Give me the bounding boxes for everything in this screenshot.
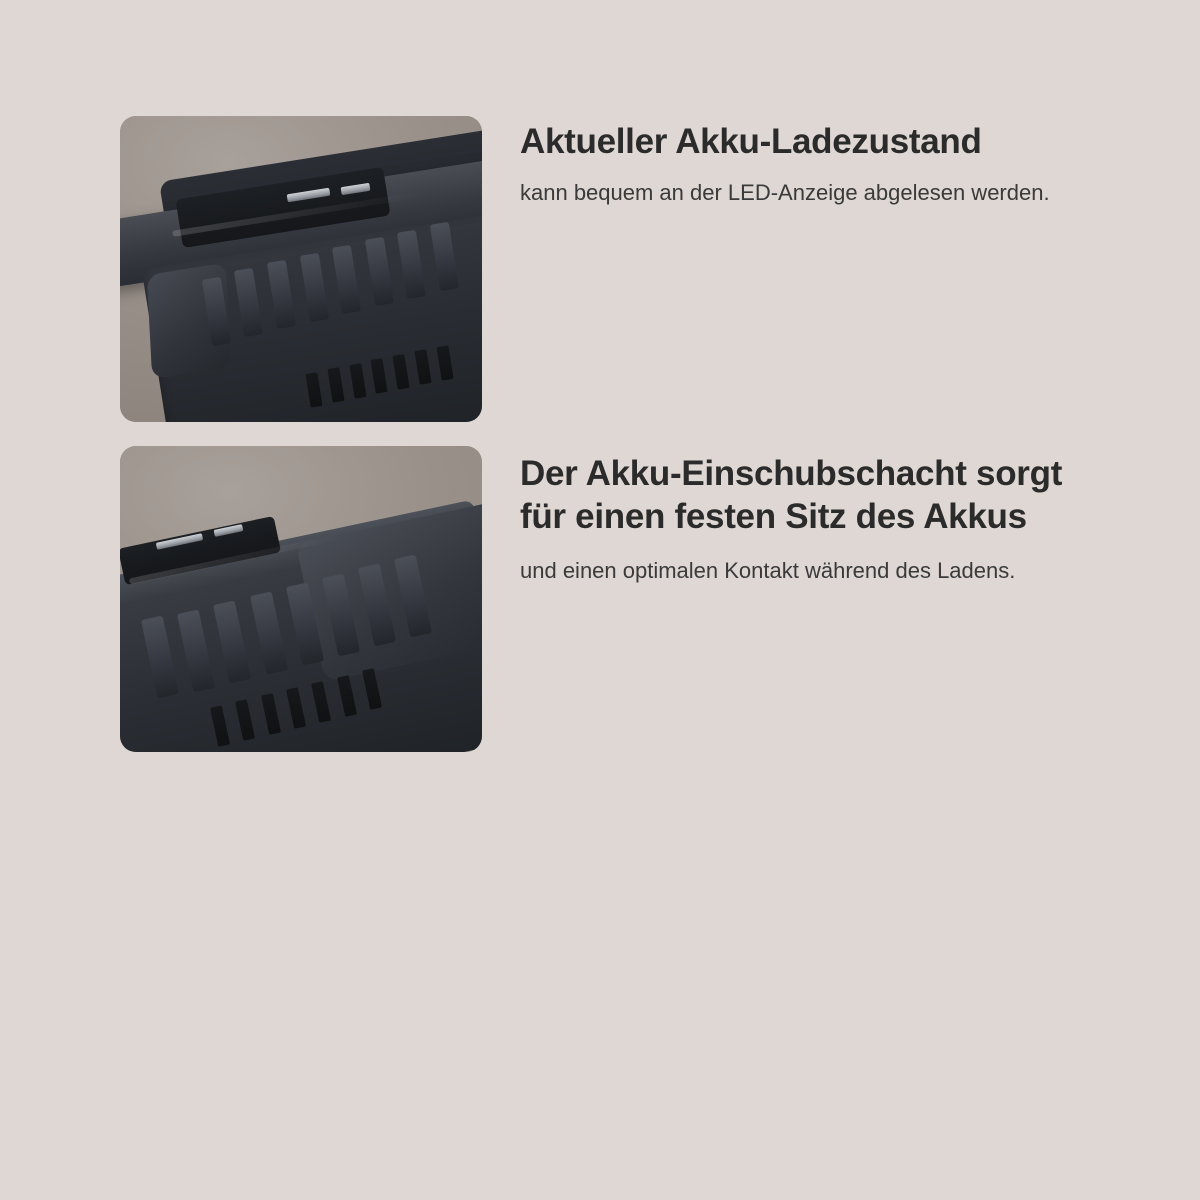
feature-text-1 (520, 116, 1050, 209)
feature-image-1 (120, 116, 482, 422)
feature-text-2 (520, 446, 1080, 587)
feature-body: kann bequem an der LED-Anzeige abgelesen werden. (520, 180, 1050, 206)
feature-body: und einen optimalen Kontakt während des Ladens. (520, 557, 1016, 583)
product-photo (120, 446, 482, 752)
feature-row (120, 116, 1050, 422)
feature-title: Aktueller Akku-Ladezustand (520, 122, 982, 161)
feature-row (120, 446, 1080, 752)
feature-image-2 (120, 446, 482, 752)
feature-title: Der Akku-Einschubschacht sorgt für einen festen Sitz des Akkus (520, 454, 1063, 537)
product-photo (120, 116, 482, 422)
